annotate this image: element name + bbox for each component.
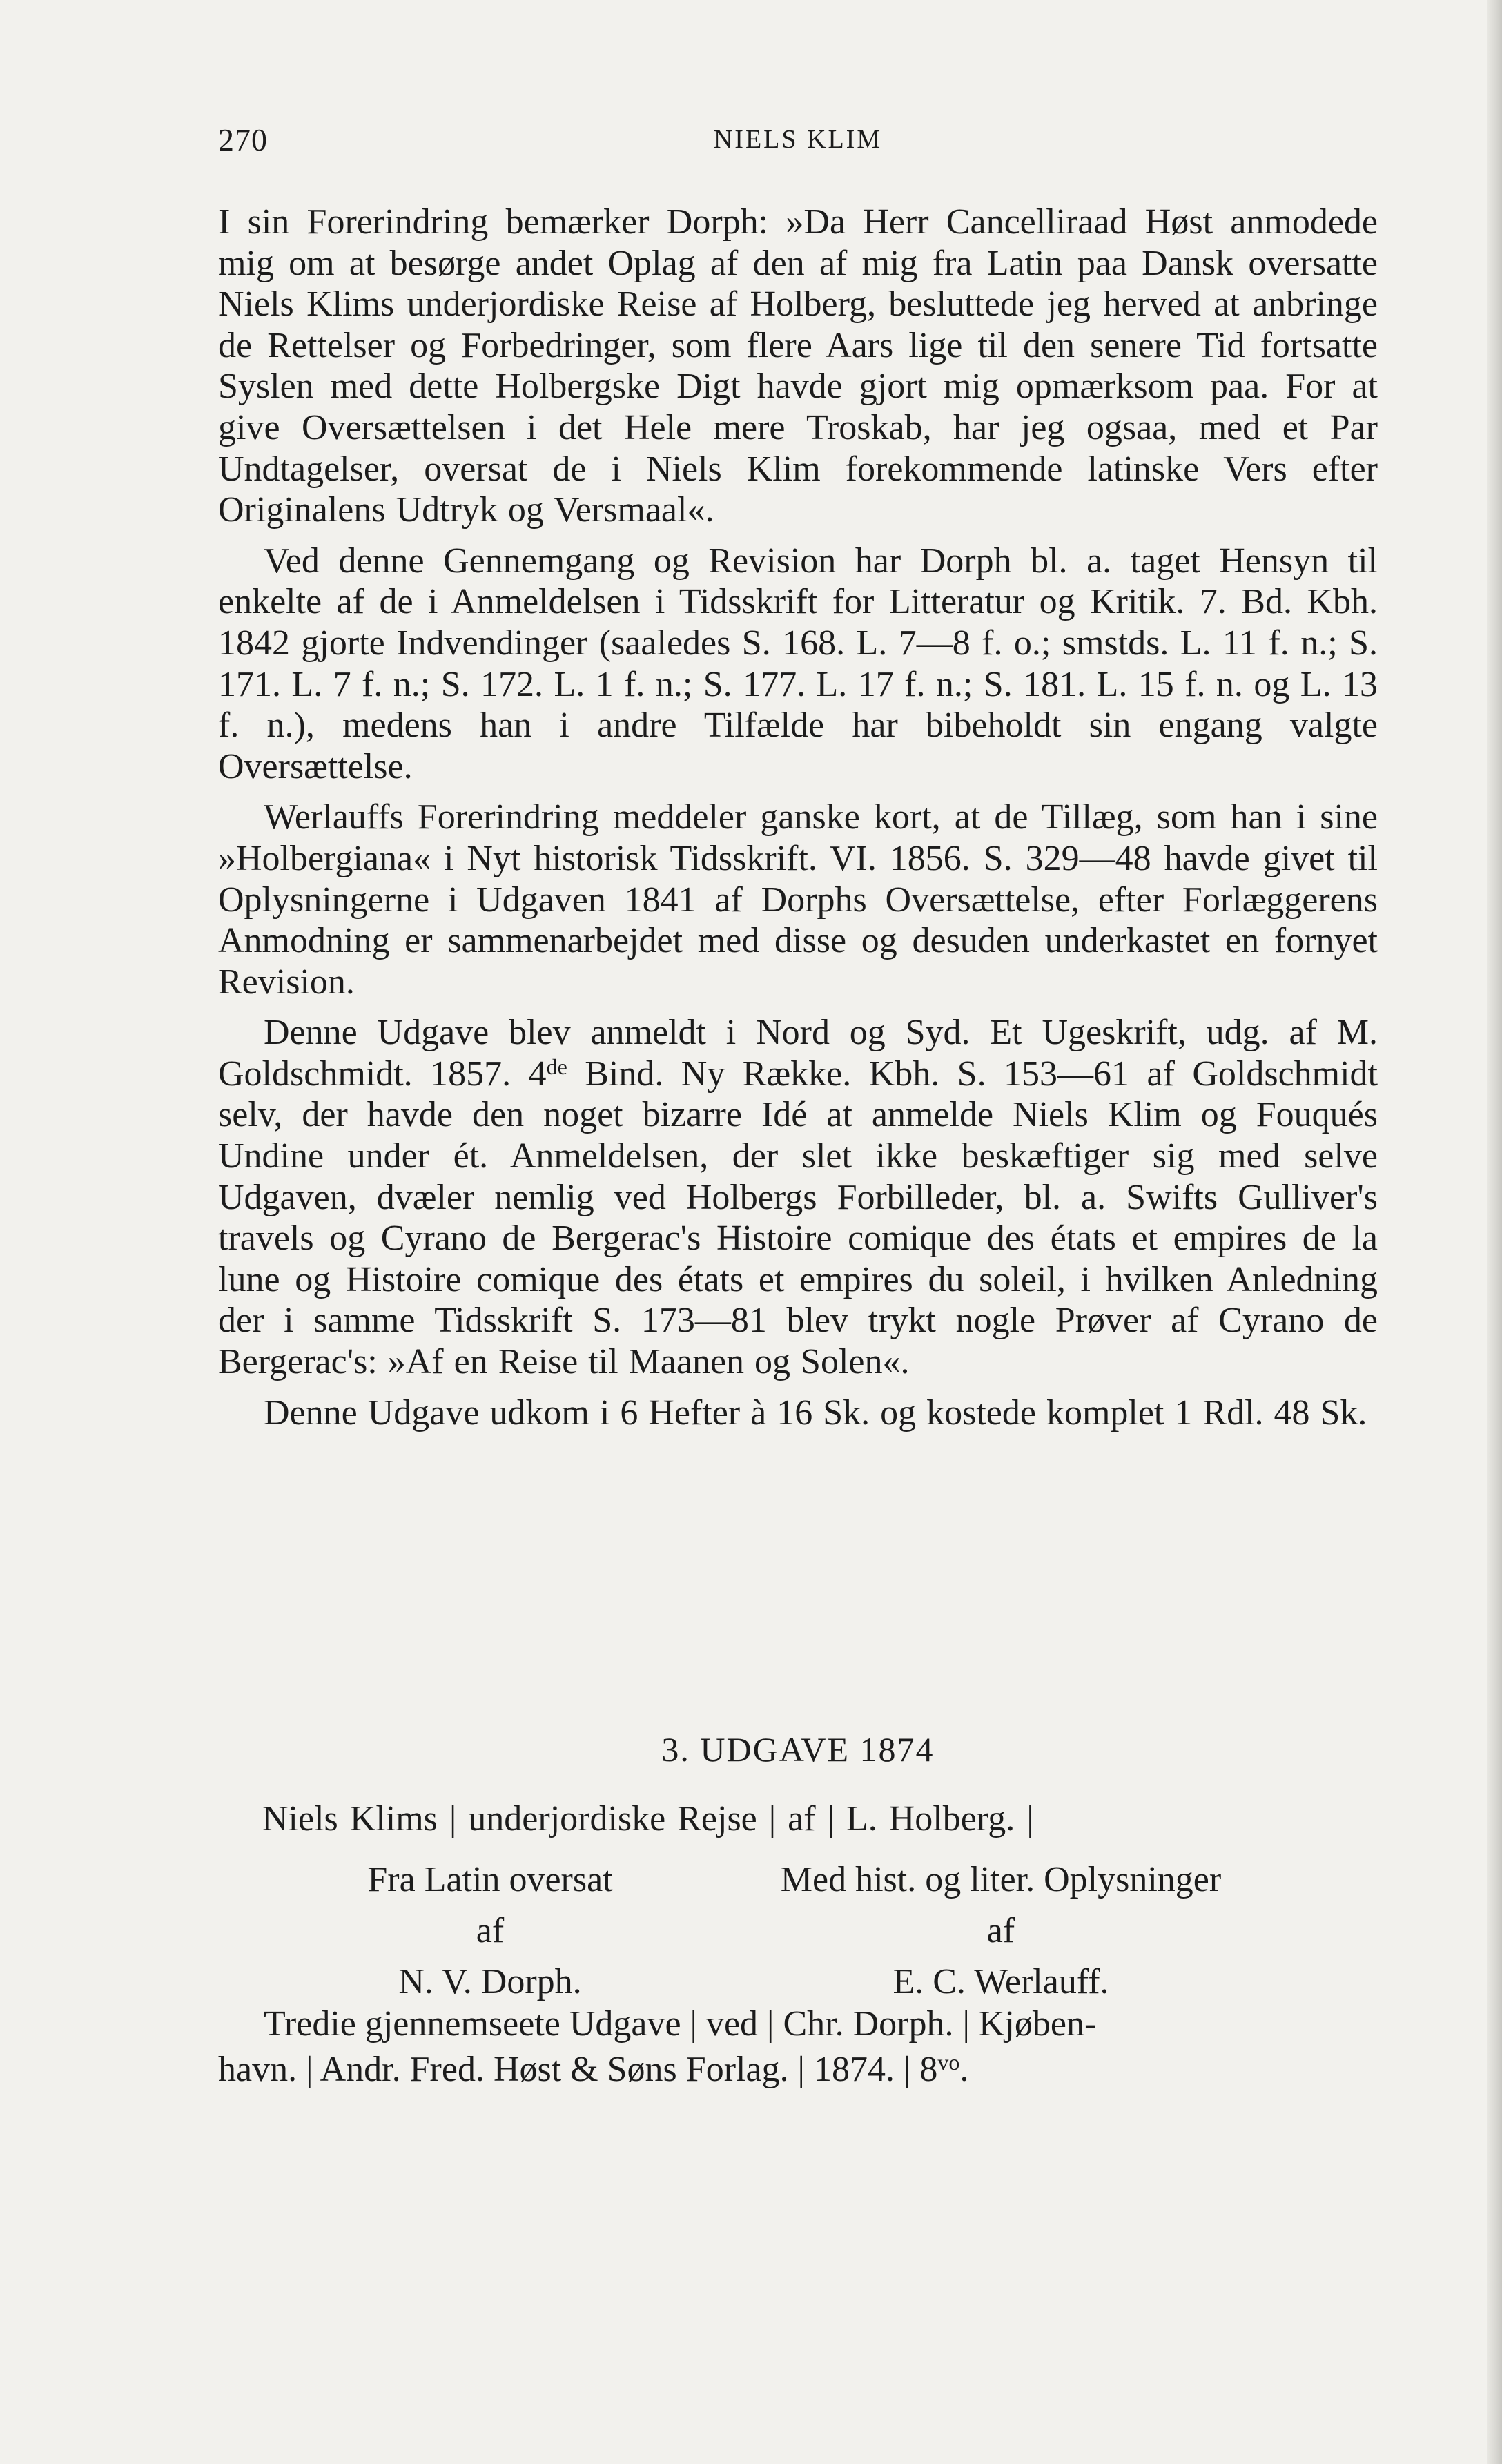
paragraph-hefter: Denne Udgave udkom i 6 Hefter à 16 Sk. og kostede komplet 1 Rdl. 48 Sk. — [264, 1393, 1367, 1433]
running-head — [218, 122, 1378, 170]
paragraph-revision: Ved denne Gennemgang og Revision har Dorph bl. a. taget Hensyn til enkelte af de i Anmeldelsen i Tidsskrift for Litteratur og Kritik. 7. Bd. Kbh. 1842 gjorte Indvendinger (saaledes S. 168. L. 7—8 f. o.; smstds. L. 11 f. n.; S. 171. L. 7 f. n.; S. 172. L. 1 f. n.; S. 177. L. 17 f. n.; S. 181. L. 15 f. n. og L. 13 f. n.), medens han i andre Tilfælde har bibeholdt sin engang valgte Oversættelse. — [218, 541, 1378, 786]
page-edge-shadow — [1487, 0, 1502, 2464]
imprint-line-2-text: havn. | Andr. Fred. Høst & Søns Forlag. | 1874. | 8 — [218, 2050, 938, 2089]
translator-column — [290, 1854, 690, 2008]
paragraph-anmeldelse — [218, 1012, 1378, 1382]
imprint-line-1: Tredie gjennemseete Udgave | ved | Chr. Dorph. | Kjøben- — [264, 2004, 1097, 2044]
superscript-vo: vo — [937, 2050, 960, 2075]
body-text — [218, 202, 1378, 1443]
imprint-line-2 — [218, 2047, 1378, 2093]
annotator-column — [732, 1854, 1270, 2008]
paragraph-anmeldelse-part1: Denne Udgave blev anmeldt i Nord og Syd. Et Ugeskrift, udg. af M. Goldschmidt. 1857. 4 — [218, 1013, 1378, 1094]
superscript-de: de — [546, 1054, 567, 1079]
paragraph-werlauff: Werlauffs Forerindring meddeler ganske kort, at de Tillæg, som han i sine »Holbergiana« i Nyt historisk Tidsskrift. VI. 1856. S. 329—48 havde givet til Oplysningerne i Udgaven 1841 af Dorphs Oversættelse, efter Forlæggerens Anmodning er sammenarbejdet med disse og desuden underkastet en fornyet Revision. — [218, 797, 1378, 1002]
annotator-line-1: Med hist. og liter. Oplysninger — [780, 1860, 1222, 1899]
section-heading: 3. UDGAVE 1874 — [661, 1730, 935, 1769]
running-title: NIELS KLIM — [713, 125, 883, 154]
paragraph-anmeldelse-part2: Bind. Ny Række. Kbh. S. 153—61 af Goldschmidt selv, der havde den noget bizarre Idé at anmelde Niels Klim og Fouqués Undine under ét. Anmeldelsen, der slet ikke beskæftiger sig med selve Udgaven, dvæler nemlig ved Holbergs Forbilleder, bl. a. Swifts Gulliver's travels og Cyrano de Bergerac's Histoire comique des états et empires de la lune og Histoire comique des états et empires du soleil, i hvilken Anledning der i samme Tidsskrift S. 173—81 blev trykt nogle Prøver af Cyrano de Bergerac's: »Af en Reise til Maanen og Solen«. — [218, 1054, 1378, 1382]
annotator-line-2: af — [986, 1911, 1015, 1950]
paragraph-forerindring: I sin Forerindring bemærker Dorph: »Da Herr Cancelliraad Høst anmodede mig om at besørge andet Oplag af den af mig fra Latin paa Dansk oversatte Niels Klims underjordiske Reise af Holberg, besluttede jeg herved at anbringe de Rettelser og Forbedringer, som flere Aars lige til den senere Tid fortsatte Syslen med dette Holbergske Digt havde gjort mig opmærksom paa. For at give Oversættelsen i det Hele mere Troskab, har jeg ogsaa, med et Par Undtagelser, oversat de i Niels Klim forekommende latinske Vers efter Originalens Udtryk og Versmaal«. — [218, 202, 1378, 530]
translator-line-2: af — [476, 1911, 505, 1950]
imprint-lines — [218, 2001, 1378, 2093]
title-line: Niels Klims | underjordiske Rejse | af | L. Holberg. | — [262, 1799, 1034, 1839]
page-number: 270 — [218, 122, 268, 157]
translator-line-1: Fra Latin oversat — [367, 1860, 613, 1899]
translator-name: N. V. Dorph. — [398, 1962, 582, 2001]
annotator-name: E. C. Werlauff. — [893, 1962, 1109, 2001]
imprint-line-2-end: . — [959, 2050, 969, 2089]
